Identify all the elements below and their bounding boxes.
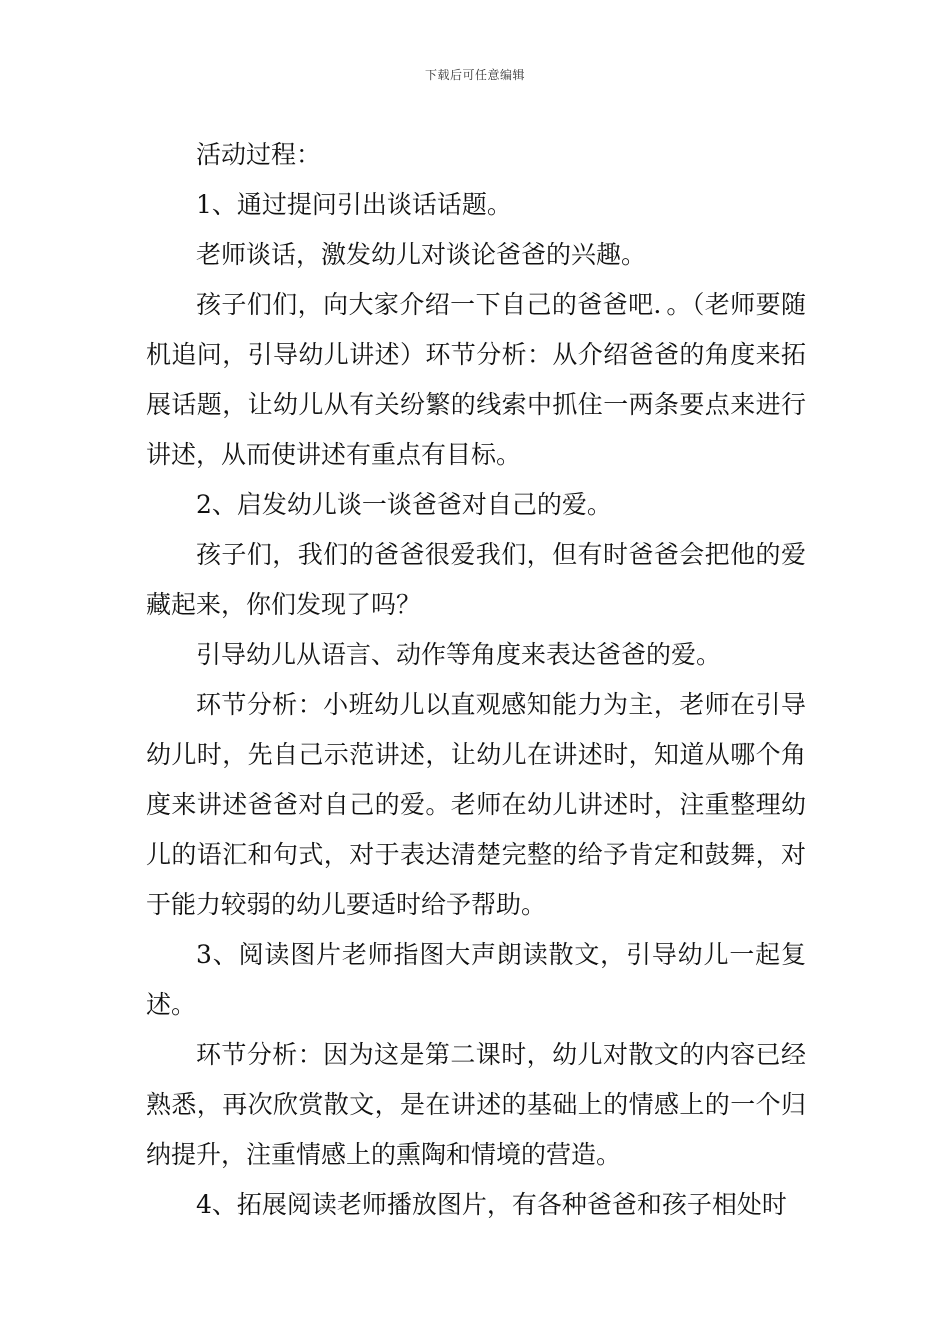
paragraph: 孩子们们，向大家介绍一下自己的爸爸吧．。（老师要随机追问，引导幼儿讲述）环节分析：从介绍爸爸的角度来拓展话题，让幼儿从有关纷繁的线索中抓住一两条要点来进行讲述，从而使讲述有重点有目标。 [146, 290, 806, 469]
header-note: 下载后可任意编辑 [424, 68, 525, 82]
document-body [146, 130, 806, 1230]
paragraph: 环节分析：因为这是第二课时，幼儿对散文的内容已经熟悉，再次欣赏散文，是在讲述的基础上的情感上的一个归纳提升，注重情感上的熏陶和情境的营造。 [146, 1040, 806, 1169]
section-heading: 活动过程： [196, 140, 322, 169]
step-heading: 2、启发幼儿谈一谈爸爸对自己的爱。 [196, 490, 612, 519]
paragraph: 孩子们，我们的爸爸很爱我们，但有时爸爸会把他的爱藏起来，你们发现了吗？ [146, 540, 806, 619]
step-heading: 3、阅读图片老师指图大声朗读散文，引导幼儿一起复述。 [146, 940, 806, 1019]
step-heading: 1、通过提问引出谈话话题。 [196, 190, 512, 219]
paragraph: 引导幼儿从语言、动作等角度来表达爸爸的爱。 [196, 640, 722, 669]
paragraph: 环节分析：小班幼儿以直观感知能力为主，老师在引导幼儿时，先自己示范讲述，让幼儿在讲述时，知道从哪个角度来讲述爸爸对自己的爱。老师在幼儿讲述时，注重整理幼儿的语汇和句式，对于表达清楚完整的给予肯定和鼓舞，对于能力较弱的幼儿要适时给予帮助。 [146, 690, 806, 919]
paragraph: 老师谈话，激发幼儿对谈论爸爸的兴趣。 [196, 240, 647, 269]
step-heading: 4、拓展阅读老师播放图片，有各种爸爸和孩子相处时 [196, 1190, 787, 1219]
